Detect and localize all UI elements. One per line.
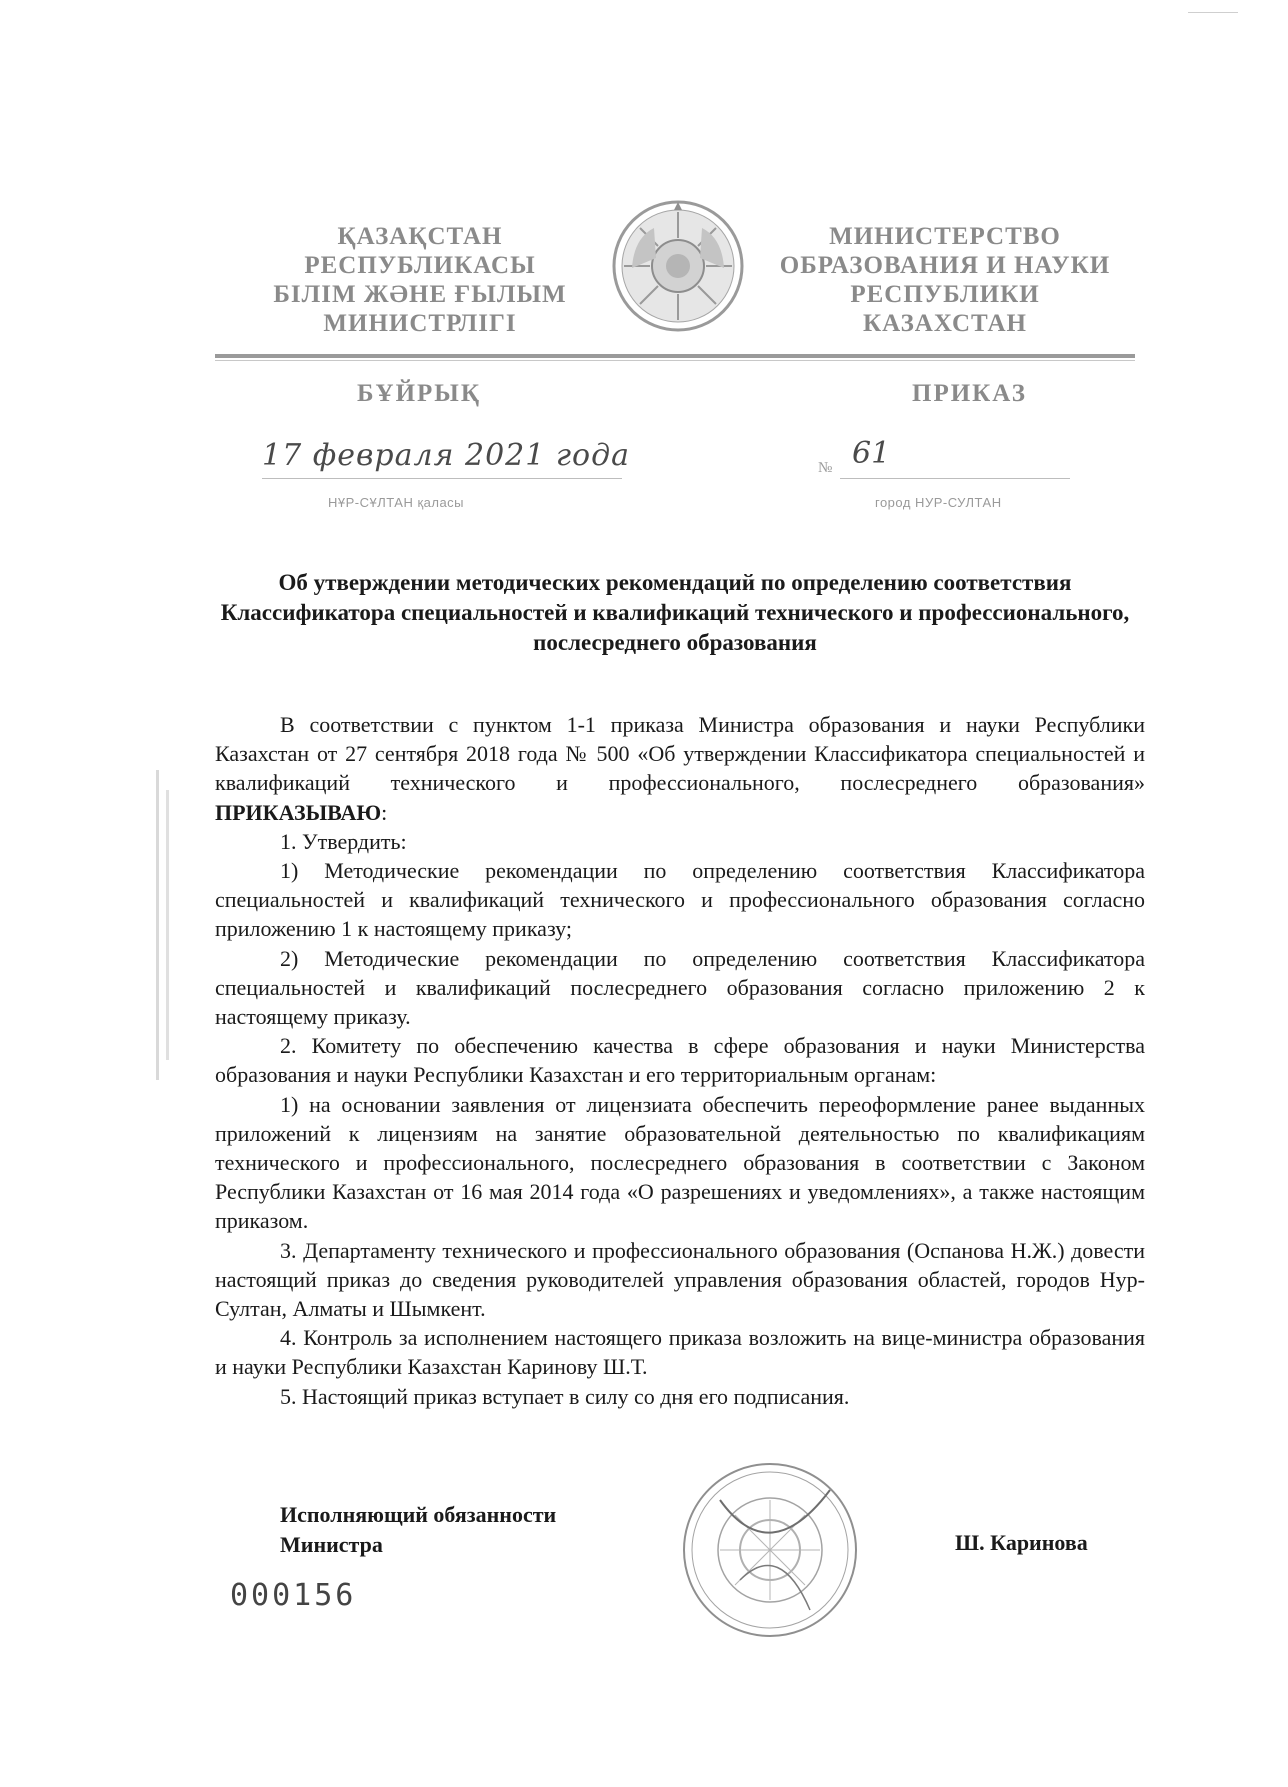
paragraph-preamble (215, 710, 1145, 827)
header-divider-thin (215, 360, 1135, 361)
official-seal-icon (680, 1460, 860, 1640)
city-label-ru: город НУР-СУЛТАН (875, 495, 1002, 510)
side-margin-text (150, 770, 180, 1090)
number-sign: № (818, 460, 833, 476)
signatory-name: Ш. Каринова (955, 1530, 1088, 1555)
preamble-colon: : (381, 799, 388, 825)
header-ministry-kz: ҚАЗАҚСТАН РЕСПУБЛИКАСЫ БІЛІМ ЖӘНЕ ҒЫЛЫМ МИНИСТРЛІГІ (273, 223, 567, 337)
header-divider (215, 354, 1135, 358)
signatory-position-line1: Исполняющий обязанности (280, 1502, 557, 1527)
order-number-handwritten: 61 (852, 436, 891, 471)
state-emblem-icon (610, 198, 746, 334)
document-title: Об утверждении методических рекомендаций по определению соответствия Классификатора специальностей и квалификаций технического и профессионального, послесреднего образования (220, 570, 1130, 655)
header-ministry-ru: МИНИСТЕРСТВО ОБРАЗОВАНИЯ И НАУКИ РЕСПУБЛИКИ КАЗАХСТАН (779, 223, 1111, 337)
paragraph-item-2-1: 1) на основании заявления от лицензиата обеспечить переоформление ранее выданных приложений к лицензиям на занятие образовательной деятельностью по квалификациям технического и профессионального, послесреднего образования в соответствии с Законом Республики Казахстан от 16 мая 2014 года «О разрешениях и уведомлениях», а также настоящим приказом. (215, 1091, 1145, 1234)
order-date-handwritten: 17 февраля 2021 года (262, 438, 631, 473)
paragraph-item-3: 3. Департаменту технического и профессионального образования (Оспанова Н.Ж.) довести настоящий приказ до сведения руководителей управления образования областей, городов Нур-Султан, Алматы и Шымкент. (215, 1237, 1145, 1322)
signatory-position (280, 1500, 556, 1560)
date-underline (262, 478, 622, 479)
document-serial-number: 000156 (230, 1578, 357, 1613)
paragraph-item-1-2: 2) Методические рекомендации по определению соответствия Классификатора специальностей и квалификаций послесреднего образования согласно приложению 2 к настоящему приказу. (215, 945, 1145, 1030)
paragraph-item-1: 1. Утвердить: (280, 828, 407, 854)
paragraph-item-2: 2. Комитету по обеспечению качества в сфере образования и науки Министерства образования и науки Республики Казахстан и его территориальным органам: (215, 1033, 1145, 1088)
paragraph-item-1-1: 1) Методические рекомендации по определению соответствия Классификатора специальностей и квалификаций технического и профессионального образования согласно приложению 1 к настоящему приказу; (215, 858, 1145, 942)
document-body (215, 710, 1145, 1411)
city-label-kz: НҰР-СҰЛТАН қаласы (328, 495, 465, 510)
order-label-ru: ПРИКАЗ (912, 380, 1027, 407)
order-label-kz: БҰЙРЫҚ (357, 380, 481, 407)
number-underline (840, 478, 1070, 479)
preamble-text: В соответствии с пунктом 1-1 приказа Министра образования и науки Республики Казахстан от 27 сентября 2018 года № 500 «Об утверждении Классификатора специальностей и квалификаций технического и профессионального, послесреднего образования» (215, 712, 1145, 796)
corner-scan-mark (1188, 12, 1238, 13)
paragraph-item-4: 4. Контроль за исполнением настоящего приказа возложить на вице-министра образования и науки Республики Казахстан Каринову Ш.Т. (215, 1325, 1145, 1380)
signatory-position-line2: Министра (280, 1532, 383, 1557)
prikazyvayu-bold: ПРИКАЗЫВАЮ (215, 799, 382, 825)
paragraph-item-5: 5. Настоящий приказ вступает в силу со дня его подписания. (280, 1383, 850, 1409)
